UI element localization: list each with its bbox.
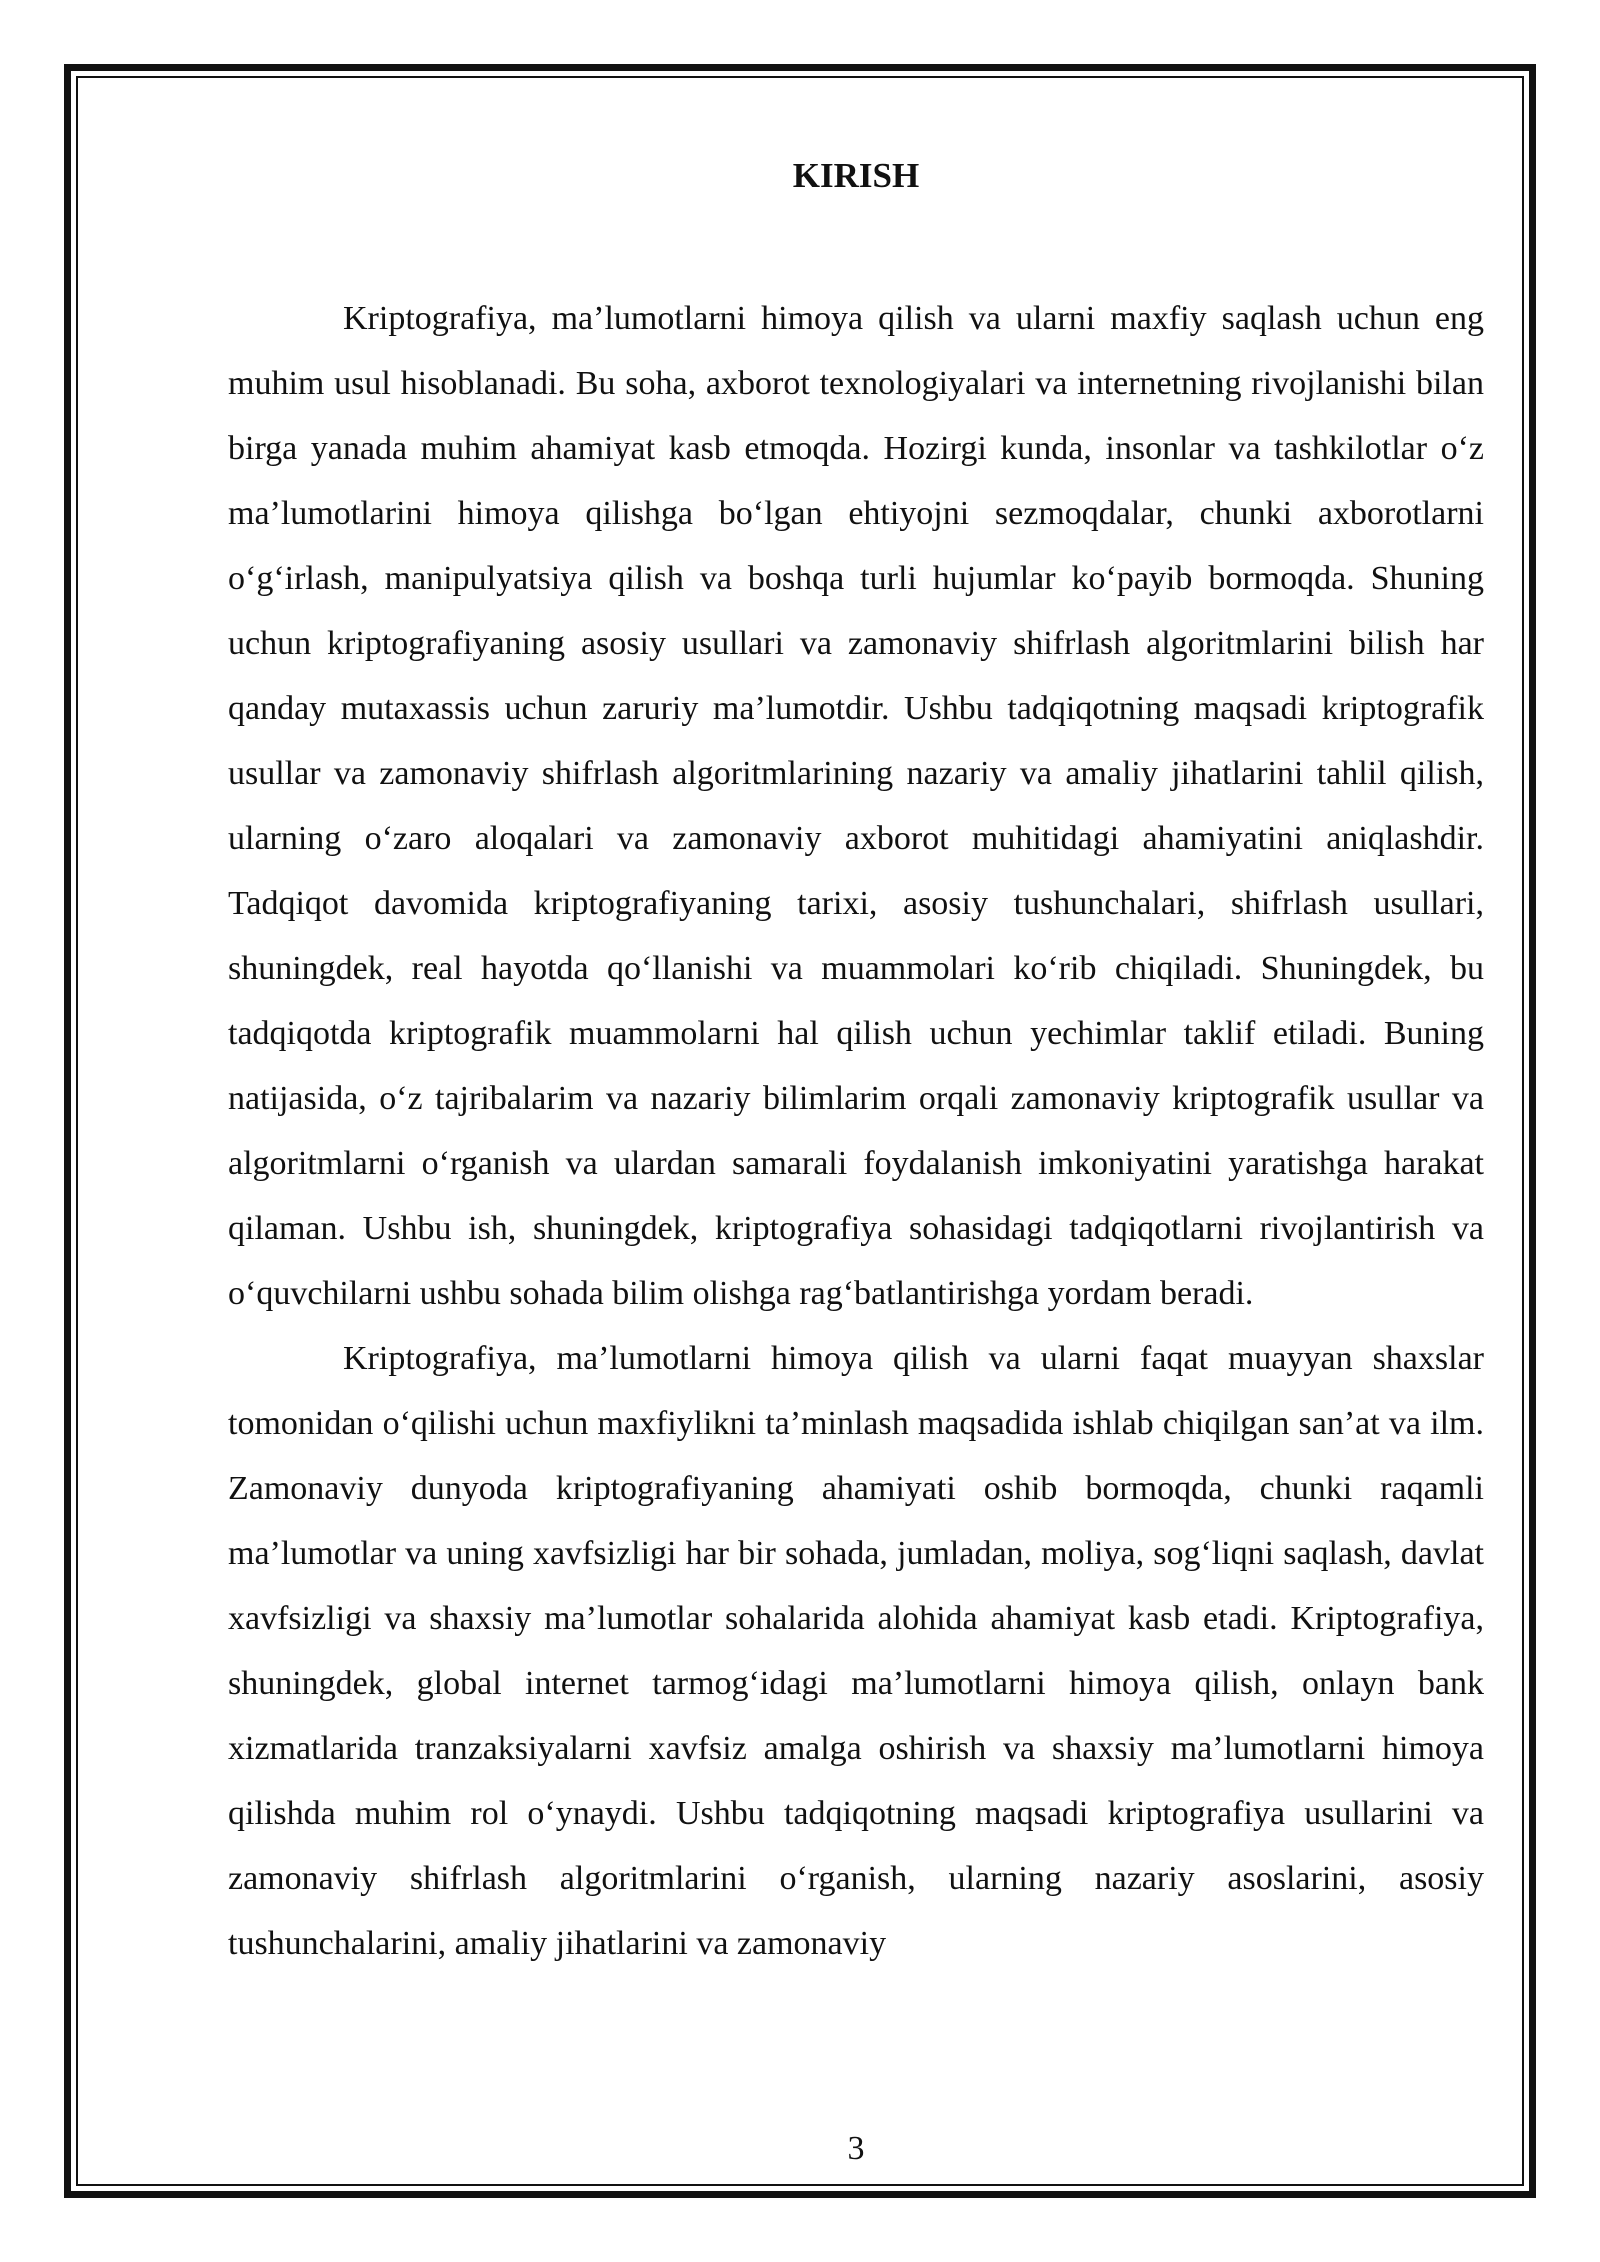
page-number: 3 — [847, 2130, 865, 2167]
section-heading: KIRISH — [792, 156, 920, 195]
body-text — [228, 286, 1484, 1976]
paragraph-2: Kriptografiya, ma’lumotlarni himoya qilish va ularni faqat muayyan shaxslar tomonidan o‘qilishi uchun maxfiylikni ta’minlash maqsadida ishlab chiqilgan san’at va ilm. Zamonaviy dunyoda kriptografiyaning ahamiyati oshib bormoqda, chunki raqamli ma’lumotlar va uning xavfsizligi har bir sohada, jumladan, moliya, sog‘liqni saqlash, davlat xavfsizligi va shaxsiy ma’lumotlar sohalarida alohida ahamiyat kasb etadi. Kriptografiya, shuningdek, global internet tarmog‘idagi ma’lumotlarni himoya qilish, onlayn bank xizmatlarida tranzaksiyalarni xavfsiz amalga oshirish va shaxsiy ma’lumotlarni himoya qilishda muhim rol o‘ynaydi. Ushbu tadqiqotning maqsadi kriptografiya usullarini va zamonaviy shifrlash algoritmlarini o‘rganish, ularning nazariy asoslarini, asosiy tushunchalarini, amaliy jihatlarini va zamonaviy — [228, 1340, 1484, 1962]
paragraph-1: Kriptografiya, ma’lumotlarni himoya qilish va ularni maxfiy saqlash uchun eng muhim usul hisoblanadi. Bu soha, axborot texnologiyalari va internetning rivojlanishi bilan birga yanada muhim ahamiyat kasb etmoqda. Hozirgi kunda, insonlar va tashkilotlar o‘z ma’lumotlarini himoya qilishga bo‘lgan ehtiyojni sezmoqdalar, chunki axborotlarni o‘g‘irlash, manipulyatsiya qilish va boshqa turli hujumlar ko‘payib bormoqda. Shuning uchun kriptografiyaning asosiy usullari va zamonaviy shifrlash algoritmlarini bilish har qanday mutaxassis uchun zaruriy ma’lumotdir. Ushbu tadqiqotning maqsadi kriptografik usullar va zamonaviy shifrlash algoritmlarining nazariy va amaliy jihatlarini tahlil qilish, ularning o‘zaro aloqalari va zamonaviy axborot muhitidagi ahamiyatini aniqlashdir. Tadqiqot davomida kriptografiyaning tarixi, asosiy tushunchalari, shifrlash usullari, shuningdek, real hayotda qo‘llanishi va muammolari ko‘rib chiqiladi. Shuningdek, bu tadqiqotda kriptografik muammolarni hal qilish uchun yechimlar taklif etiladi. Buning natijasida, o‘z tajribalarim va nazariy bilimlarim orqali zamonaviy kriptografik usullar va algoritmlarni o‘rganish va ulardan samarali foydalanish imkoniyatini yaratishga harakat qilaman. Ushbu ish, shuningdek, kriptografiya sohasidagi tadqiqotlarni rivojlantirish va o‘quvchilarni ushbu sohada bilim olishga rag‘batlantirishga yordam beradi. — [228, 300, 1484, 1312]
